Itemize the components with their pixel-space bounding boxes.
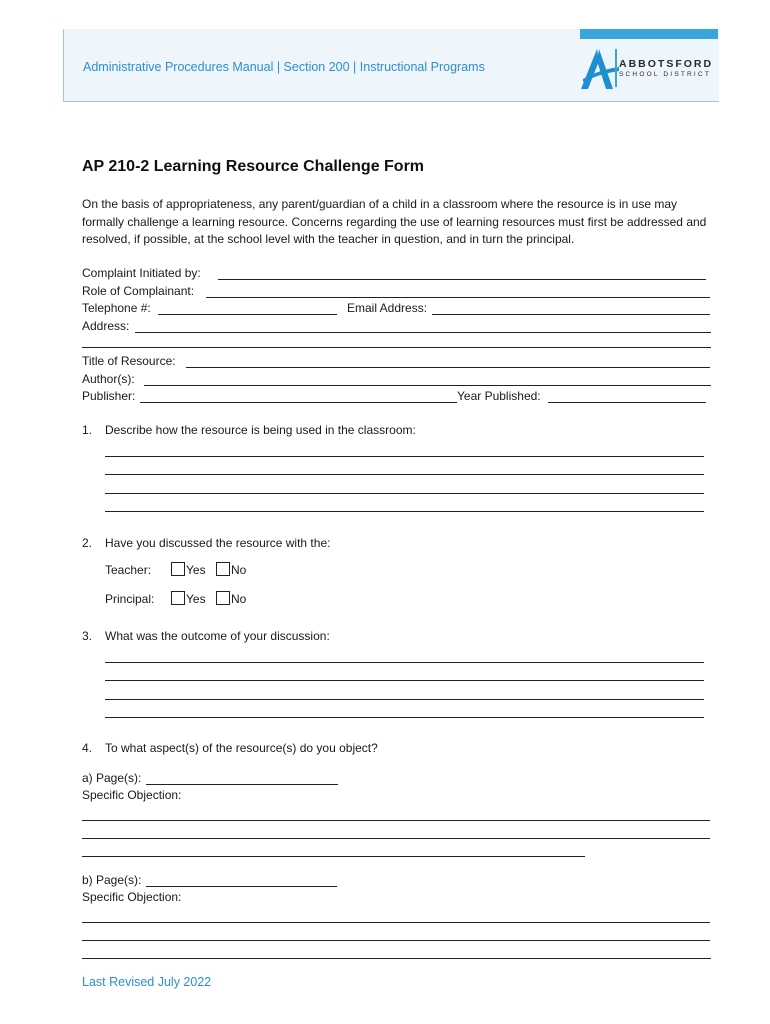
a-objection-line[interactable]	[82, 820, 710, 821]
question-3-answer-line[interactable]	[105, 717, 704, 718]
address-field-line-2[interactable]	[82, 347, 711, 348]
teacher-label: Teacher:	[105, 563, 152, 577]
year-published-field[interactable]	[548, 402, 706, 403]
a-pages-label: a) Page(s):	[82, 771, 142, 785]
complaint-initiated-field[interactable]	[218, 279, 706, 280]
question-1-answer-line[interactable]	[105, 493, 704, 494]
question-2-text: Have you discussed the resource with the:	[105, 536, 331, 550]
address-label: Address:	[82, 319, 130, 333]
district-logo	[579, 47, 719, 91]
b-objection-line[interactable]	[82, 940, 710, 941]
authors-field[interactable]	[144, 385, 711, 386]
principal-yes-label: Yes	[186, 592, 206, 606]
page-header	[63, 29, 719, 102]
b-specific-objection-label: Specific Objection:	[82, 890, 182, 904]
role-of-complainant-label: Role of Complainant:	[82, 284, 195, 298]
b-pages-field[interactable]	[146, 886, 337, 887]
a-pages-field[interactable]	[146, 784, 338, 785]
telephone-label: Telephone #:	[82, 301, 151, 315]
logo-name: ABBOTSFORD	[619, 58, 714, 70]
header-title: Administrative Procedures Manual | Section 200 | Instructional Programs	[83, 60, 485, 74]
question-3-answer-line[interactable]	[105, 662, 704, 663]
complaint-initiated-label: Complaint Initiated by:	[82, 266, 201, 280]
email-field[interactable]	[432, 314, 710, 315]
question-1-answer-line[interactable]	[105, 456, 704, 457]
question-2-number: 2.	[82, 536, 93, 550]
logo-subtitle: SCHOOL DISTRICT	[619, 71, 711, 78]
question-3-text: What was the outcome of your discussion:	[105, 629, 330, 643]
abbotsford-logo-icon	[579, 47, 621, 91]
question-1-number: 1.	[82, 423, 93, 437]
principal-no-label: No	[231, 592, 247, 606]
teacher-yes-checkbox[interactable]	[171, 562, 185, 576]
question-1-answer-line[interactable]	[105, 511, 704, 512]
telephone-field[interactable]	[158, 314, 337, 315]
header-accent-stripe	[580, 29, 718, 39]
form-title: AP 210-2 Learning Resource Challenge Form	[82, 158, 425, 175]
title-of-resource-label: Title of Resource:	[82, 354, 176, 368]
question-1-answer-line[interactable]	[105, 474, 704, 475]
publisher-label: Publisher:	[82, 389, 136, 403]
teacher-yes-label: Yes	[186, 563, 206, 577]
b-objection-line[interactable]	[82, 958, 711, 959]
principal-yes-checkbox[interactable]	[171, 591, 185, 605]
b-pages-label: b) Page(s):	[82, 873, 142, 887]
teacher-no-checkbox[interactable]	[216, 562, 230, 576]
title-of-resource-field[interactable]	[186, 367, 710, 368]
a-objection-line[interactable]	[82, 838, 710, 839]
year-published-label: Year Published:	[457, 389, 541, 403]
question-4-number: 4.	[82, 741, 93, 755]
question-3-answer-line[interactable]	[105, 699, 704, 700]
a-specific-objection-label: Specific Objection:	[82, 788, 182, 802]
role-of-complainant-field[interactable]	[206, 297, 710, 298]
publisher-field[interactable]	[140, 402, 457, 403]
authors-label: Author(s):	[82, 372, 135, 386]
teacher-no-label: No	[231, 563, 247, 577]
question-1-text: Describe how the resource is being used in the classroom:	[105, 423, 416, 437]
principal-label: Principal:	[105, 592, 155, 606]
question-3-number: 3.	[82, 629, 93, 643]
email-label: Email Address:	[347, 301, 428, 315]
question-3-answer-line[interactable]	[105, 680, 704, 681]
form-intro: On the basis of appropriateness, any parent/guardian of a child in a classroom where the resource is in use may formally challenge a learning resource. Concerns regarding the use of learning resources must first be addressed and resolved, if possible, at the school level with the teacher in question, and in turn the principal.	[82, 197, 707, 246]
address-field[interactable]	[135, 332, 711, 333]
footer-revision-date: Last Revised July 2022	[82, 975, 212, 989]
principal-no-checkbox[interactable]	[216, 591, 230, 605]
a-objection-line[interactable]	[82, 856, 585, 857]
b-objection-line[interactable]	[82, 922, 710, 923]
question-4-text: To what aspect(s) of the resource(s) do you object?	[105, 741, 378, 755]
